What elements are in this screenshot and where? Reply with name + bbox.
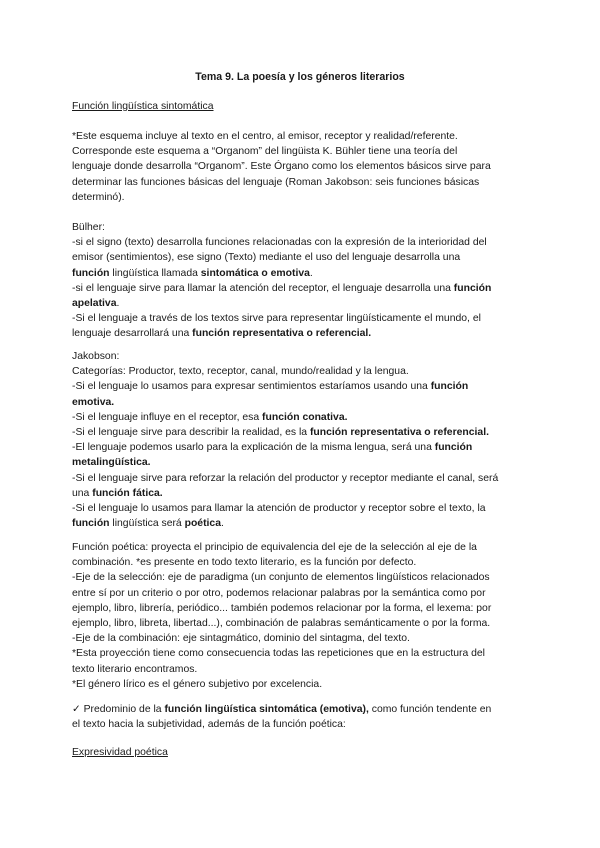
text-line: *Esta proyección tiene como consecuencia todas las repeticiones que en la estructura del xyxy=(72,648,485,660)
text-line xyxy=(72,425,528,440)
text-line xyxy=(72,296,528,311)
heading-text: Función lingüística sintomática xyxy=(72,101,214,112)
text-line: -Si el lenguaje lo usamos para llamar la atención de productor y receptor sobre el texto, la xyxy=(72,503,486,515)
text-line: el texto hacia la subjetividad, además de la función poética: xyxy=(72,719,346,731)
text-line xyxy=(72,266,528,281)
text-line xyxy=(72,281,528,296)
text-line: Categorías: Productor, texto, receptor, canal, mundo/realidad y la lengua. xyxy=(72,366,409,378)
text-run: . xyxy=(221,518,224,530)
bold-term: poética xyxy=(184,518,221,530)
bold-term: metalingüística. xyxy=(72,457,151,469)
predominio-paragraph xyxy=(72,702,528,732)
text-line: texto literario encontramos. xyxy=(72,663,198,675)
text-line: -Eje de la combinación: eje sintagmático, dominio del sintagma, del texto. xyxy=(72,633,410,645)
text-line xyxy=(72,326,528,341)
document-title: Tema 9. La poesía y los géneros literarios xyxy=(195,71,405,83)
jakobson-paragraph xyxy=(72,349,528,531)
bold-term: función conativa. xyxy=(262,411,348,423)
text-line: Función poética: proyecta el principio de equivalencia del eje de la selección al eje de la xyxy=(72,542,477,553)
text-line: determinar las funciones básicas del lenguaje (Roman Jakobson: seis funciones básicas xyxy=(72,176,480,188)
intro-paragraph xyxy=(72,129,528,205)
checkmark-text-run: ✓ Predominio de la xyxy=(72,704,165,715)
text-line xyxy=(72,516,528,531)
text-line: ejemplo, libro, librería, periódico... también podemos relacionar por la forma, el lexema: por xyxy=(72,602,492,614)
buhler-label: Bülher: xyxy=(72,222,105,233)
text-line: combinación. *es presente en todo texto literario, es la función por defecto. xyxy=(72,557,417,569)
section-heading-sintomatica xyxy=(72,99,528,114)
text-line xyxy=(72,702,528,717)
bold-term: función representativa o referencial. xyxy=(192,328,372,340)
text-line xyxy=(72,486,528,501)
bold-term: sintomática o emotiva xyxy=(200,267,310,279)
text-run: una xyxy=(72,487,93,499)
text-line xyxy=(72,455,528,470)
text-run: lenguaje desarrollará una xyxy=(72,328,193,340)
bold-term: función xyxy=(453,282,492,294)
bold-term: función representativa o referencial. xyxy=(309,427,489,439)
text-line: lenguaje donde desarrolla “Organom”. Este Órgano como los elementos básicos sirve para xyxy=(72,161,491,173)
text-line xyxy=(72,440,528,455)
bold-term: función fática. xyxy=(92,487,163,499)
text-run: -El lenguaje podemos usarlo para la explicación de la misma lengua, será una xyxy=(72,442,435,454)
section-heading-expresividad xyxy=(72,745,528,760)
bold-term: emotiva. xyxy=(72,396,115,408)
text-line xyxy=(72,379,528,394)
text-line: -Eje de la selección: eje de paradigma (un conjunto de elementos lingüísticos relacionados xyxy=(72,572,490,584)
text-line: Corresponde este esquema a “Organom” del lingüista K. Bühler tiene una teoría del xyxy=(72,146,458,158)
text-run: como función tendente en xyxy=(368,704,492,715)
jakobson-label: Jakobson: xyxy=(72,351,120,362)
text-line: *Este esquema incluye al texto en el centro, al emisor, receptor y realidad/referente. xyxy=(72,131,458,142)
text-line: entre sí por un criterio o por otro, podemos relacionar palabras por la semántica como por xyxy=(72,587,486,599)
text-run: -Si el lenguaje sirve para describir la realidad, es la xyxy=(72,427,310,439)
bold-term: función xyxy=(430,381,469,393)
text-run: -Si el lenguaje lo usamos para expresar sentimientos estaríamos usando una xyxy=(72,381,431,393)
bold-term: función xyxy=(72,518,110,530)
text-run: -Si el lenguaje influye en el receptor, esa xyxy=(72,411,263,423)
text-line: determinó). xyxy=(72,191,125,203)
bold-term: función xyxy=(72,267,110,279)
text-run: lingüística llamada xyxy=(109,267,201,279)
text-line: -Si el lenguaje sirve para reforzar la relación del productor y receptor mediante el canal, será xyxy=(72,472,499,484)
bold-term: función xyxy=(434,442,473,454)
text-run: -si el lenguaje sirve para llamar la atención del receptor, el lenguaje desarrolla una xyxy=(72,282,454,294)
bold-term: función lingüística sintomática (emotiva), xyxy=(164,704,369,715)
poetica-paragraph xyxy=(72,540,528,692)
bold-term: apelativa xyxy=(72,298,117,310)
text-line: ejemplo, libro, libreta, libertad...), combinación de palabras semánticamente o por la forma. xyxy=(72,618,491,630)
text-line: -si el signo (texto) desarrolla funciones relacionadas con la expresión de la interioridad del xyxy=(72,237,487,249)
text-run: lingüística será xyxy=(109,518,185,530)
heading-text: Expresividad poética xyxy=(72,747,168,758)
buhler-paragraph xyxy=(72,220,528,342)
text-run: . xyxy=(309,267,313,279)
text-line: emisor (sentimientos), ese signo (Texto) mediante el uso del lenguaje desarrolla una xyxy=(72,252,461,264)
text-line: -Si el lenguaje a través de los textos sirve para representar lingüísticamente el mundo, el xyxy=(72,313,481,325)
text-line xyxy=(72,395,528,410)
text-run: . xyxy=(116,298,120,310)
text-line: *El género lírico es el género subjetivo por excelencia. xyxy=(72,678,323,690)
text-line xyxy=(72,410,528,425)
